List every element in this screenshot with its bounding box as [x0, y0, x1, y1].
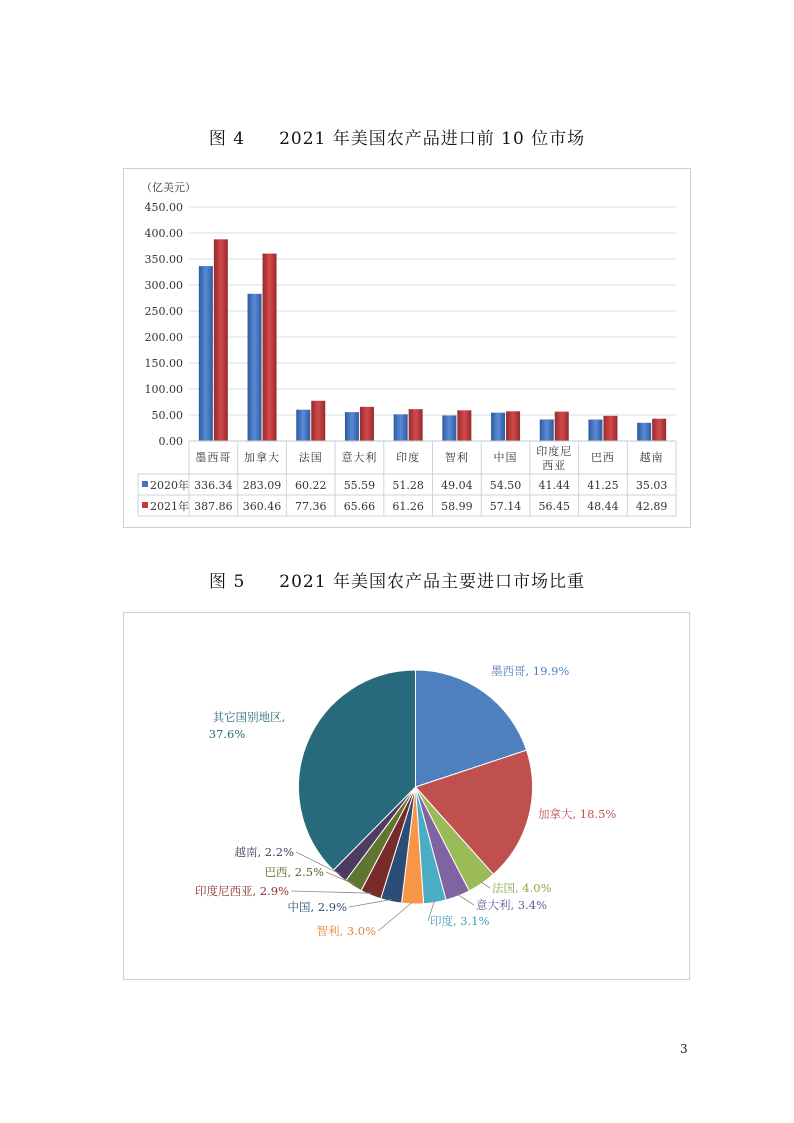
figure-5-title [0, 567, 794, 592]
data-label: 77.36 [295, 500, 327, 513]
bar-chart [124, 169, 690, 527]
data-label: 54.50 [489, 479, 522, 492]
data-label: 58.99 [441, 500, 473, 513]
pie-label: 意大利, 3.4% [476, 898, 548, 912]
x-category-label: 法国 [298, 451, 323, 464]
pie-label: 中国, 2.9% [287, 900, 347, 914]
leader-line [481, 882, 490, 888]
x-category-label: 墨西哥 [195, 451, 232, 464]
data-label: 56.45 [538, 500, 570, 513]
x-category-label: 中国 [493, 451, 518, 464]
pie-label: 智利, 3.0% [316, 924, 376, 938]
bar-2020-越南 [637, 423, 651, 441]
data-label: 57.14 [489, 500, 522, 513]
bar-2020-智利 [442, 415, 456, 441]
figure-5-title-text: 2021 年美国农产品主要进口市场比重 [279, 572, 585, 592]
data-label: 60.22 [295, 479, 327, 492]
x-category-label: 印度 [396, 451, 421, 464]
bar-2021-智利 [457, 410, 471, 441]
bar-2021-法国 [311, 401, 325, 441]
bar-2021-巴西 [603, 416, 617, 441]
legend-key-2021 [142, 502, 148, 508]
data-label: 336.34 [194, 479, 233, 492]
pie-label: 巴西, 2.5% [264, 865, 324, 879]
x-category-label: 印度尼 [536, 445, 573, 458]
bar-2020-加拿大 [248, 294, 262, 441]
pie-chart-frame [123, 612, 690, 980]
pie-label: 印度, 3.1% [430, 914, 490, 928]
bar-2021-越南 [652, 419, 666, 441]
y-tick-label: 350.00 [144, 253, 183, 266]
y-tick-label: 200.00 [144, 331, 183, 344]
bar-2021-印度 [409, 409, 423, 441]
figure-5-label: 图 5 [209, 572, 246, 592]
y-tick-label: 0.00 [158, 435, 183, 448]
x-category-label: 西亚 [542, 459, 567, 472]
pie-label: 越南, 2.2% [234, 845, 294, 859]
x-category-label: 越南 [639, 451, 664, 464]
y-tick-label: 300.00 [144, 279, 183, 292]
data-label: 61.26 [392, 500, 424, 513]
data-label: 41.25 [587, 479, 619, 492]
data-label: 283.09 [242, 479, 282, 492]
bar-2021-墨西哥 [214, 239, 228, 441]
y-tick-label: 250.00 [144, 305, 183, 318]
figure-4-title-text: 2021 年美国农产品进口前 10 位市场 [279, 129, 586, 149]
pie-label: 37.6% [208, 727, 246, 741]
y-tick-label: 50.00 [151, 409, 183, 422]
data-label: 360.46 [242, 500, 282, 513]
y-tick-label: 150.00 [144, 357, 183, 370]
page-number: 3 [680, 1042, 688, 1056]
legend-label: 2020年 [150, 479, 189, 492]
y-tick-label: 400.00 [144, 227, 183, 240]
data-label: 42.89 [635, 500, 668, 513]
data-label: 387.86 [194, 500, 233, 513]
pie-label: 法国, 4.0% [492, 881, 552, 895]
pie-label: 墨西哥, 19.9% [491, 664, 570, 678]
legend-label: 2021年 [150, 500, 189, 513]
x-category-label: 意大利 [341, 451, 378, 464]
figure-4-title [0, 124, 794, 149]
bar-2020-墨西哥 [199, 266, 213, 441]
leader-line [349, 900, 392, 908]
x-category-label: 巴西 [590, 451, 615, 464]
figure-4-label: 图 4 [208, 129, 246, 149]
bar-2020-印度尼西亚 [540, 419, 554, 441]
bar-2021-印度尼西亚 [555, 412, 569, 441]
pie-label: 印度尼西亚, 2.9% [194, 884, 289, 898]
data-label: 41.44 [538, 479, 570, 492]
y-tick-label: 100.00 [144, 383, 183, 396]
x-category-label: 智利 [444, 451, 469, 464]
data-label: 35.03 [635, 479, 668, 492]
bar-2020-中国 [491, 413, 505, 441]
x-category-label: 加拿大 [244, 451, 281, 464]
bar-2021-意大利 [360, 407, 374, 441]
data-label: 65.66 [343, 500, 376, 513]
y-tick-label: 450.00 [144, 201, 183, 214]
leader-line [457, 894, 474, 905]
pie-chart [124, 613, 689, 979]
y-unit-label: （亿美元） [141, 181, 196, 194]
pie-label: 其它国别地区, [212, 710, 286, 724]
leader-line [291, 891, 372, 893]
bar-2020-印度 [394, 414, 408, 441]
bar-2021-加拿大 [263, 254, 277, 441]
pie-label: 加拿大, 18.5% [538, 807, 617, 821]
bar-2021-中国 [506, 411, 520, 441]
bar-2020-法国 [296, 410, 310, 441]
legend-key-2020 [142, 481, 148, 487]
data-label: 55.59 [343, 479, 376, 492]
bar-chart-frame [123, 168, 691, 528]
data-label: 51.28 [392, 479, 424, 492]
leader-line [378, 902, 413, 931]
data-label: 48.44 [587, 500, 619, 513]
bar-2020-意大利 [345, 412, 359, 441]
bar-2020-巴西 [588, 420, 602, 441]
data-label: 49.04 [441, 479, 473, 492]
